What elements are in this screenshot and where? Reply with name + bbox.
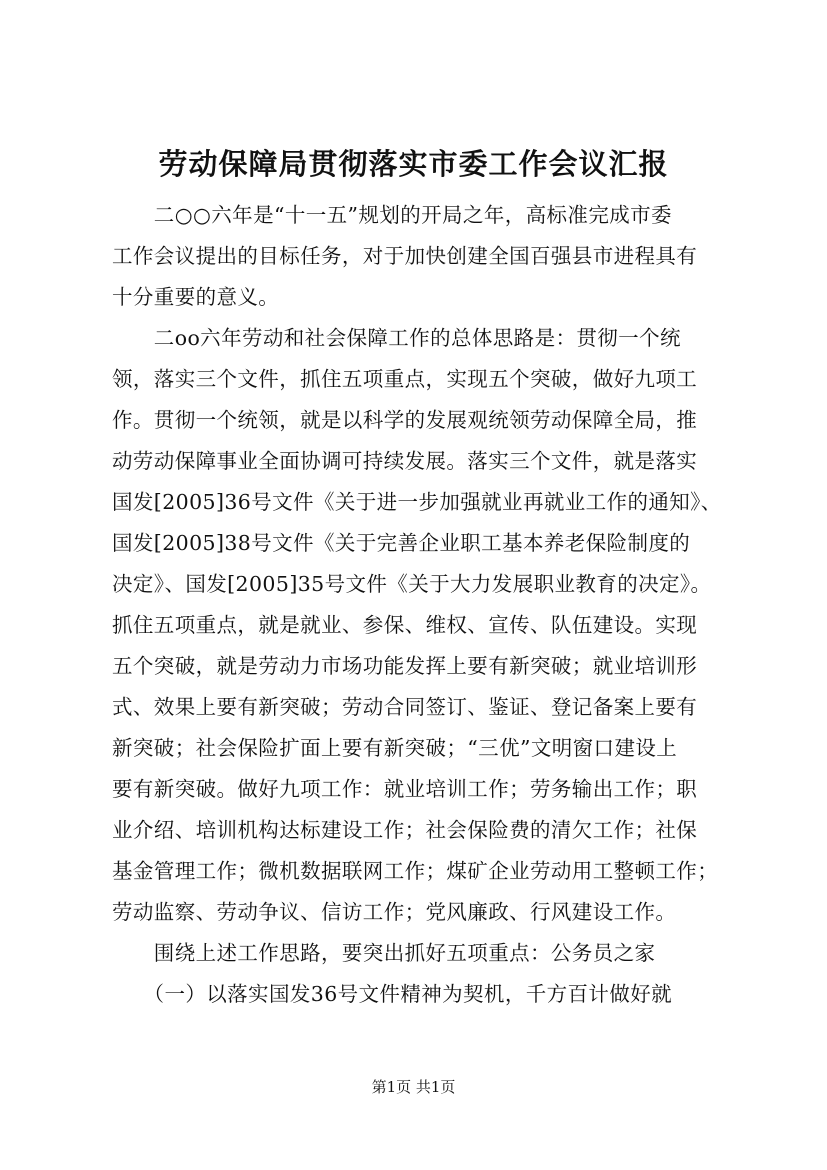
body-line: 新突破；社会保险扩面上要有新突破；“三优”文明窗口建设上 xyxy=(112,736,678,760)
document-body xyxy=(112,195,752,1015)
body-line: 国发[2005]38号文件《关于完善企业职工基本养老保险制度的 xyxy=(112,531,691,555)
body-line: 要有新突破。做好九项工作：就业培训工作；劳务输出工作；职 xyxy=(112,777,698,801)
body-line: 基金管理工作；微机数据联网工作；煤矿企业劳动用工整顿工作； xyxy=(112,859,719,883)
body-line: 领，落实三个文件，抓住五项重点，实现五个突破，做好九项工 xyxy=(112,367,698,391)
body-line: 作。贯彻一个统领，就是以科学的发展观统领劳动保障全局，推 xyxy=(112,408,698,432)
body-line: 二○○六年是“十一五”规划的开局之年，高标准完成市委 xyxy=(112,203,672,227)
body-line: （一）以落实国发36号文件精神为契机，千方百计做好就 xyxy=(112,982,673,1006)
body-line: 五个突破，就是劳动力市场功能发挥上要有新突破；就业培训形 xyxy=(112,654,698,678)
body-line: 国发[2005]36号文件《关于进一步加强就业再就业工作的通知》、 xyxy=(112,490,722,514)
body-line: 式、效果上要有新突破；劳动合同签订、鉴证、登记备案上要有 xyxy=(112,695,698,719)
body-line: 抓住五项重点，就是就业、参保、维权、宣传、队伍建设。实现 xyxy=(112,613,698,637)
page-number-footer: 第1页 共1页 xyxy=(371,1078,456,1096)
body-line: 工作会议提出的目标任务，对于加快创建全国百强县市进程具有 xyxy=(112,244,698,268)
body-line: 动劳动保障事业全面协调可持续发展。落实三个文件，就是落实 xyxy=(112,449,698,473)
body-line: 决定》、国发[2005]35号文件《关于大力发展职业教育的决定》。 xyxy=(112,572,712,596)
body-line: 围绕上述工作思路，要突出抓好五项重点：公务员之家 xyxy=(112,941,656,965)
body-line: 劳动监察、劳动争议、信访工作；党风廉政、行风建设工作。 xyxy=(112,900,677,924)
document-title: 劳动保障局贯彻落实市委工作会议汇报 xyxy=(158,147,669,181)
body-line: 二oo六年劳动和社会保障工作的总体思路是：贯彻一个统 xyxy=(112,326,681,350)
body-line: 十分重要的意义。 xyxy=(112,285,280,309)
body-line: 业介绍、培训机构达标建设工作；社会保险费的清欠工作；社保 xyxy=(112,818,698,842)
